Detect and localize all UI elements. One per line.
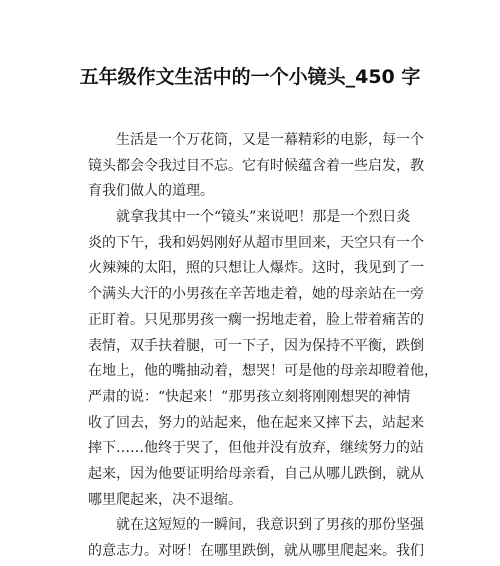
paragraph-line: 生活是一个万花筒，又是一幕精彩的电影，每一个 (116, 132, 424, 148)
paragraph-1 (88, 128, 424, 205)
paragraph-line: 起来，因为他要证明给母亲看，自己从哪儿跌倒，就从 (88, 465, 424, 482)
paragraph-line: 个满头大汗的小男孩在辛苦地走着，她的母亲站在一旁 (88, 286, 424, 303)
paragraph-line: 就在这短短的一瞬间，我意识到了男孩的那份坚强 (116, 517, 424, 534)
paragraph-3 (88, 513, 424, 564)
paragraph-line: 镜头都会令我过目不忘。它有时候蕴含着一些启发，教 (88, 157, 424, 174)
paragraph-line: 表情，双手扶着腿，可一下子，因为保持不平衡，跌倒 (88, 337, 424, 354)
paragraph-line: 就拿我其中一个“镜头”来说吧！那是一个烈日炎 (116, 209, 411, 226)
paragraph-line: 严肃的说：“快起来！”那男孩立刻将刚刚想哭的神情 (88, 388, 411, 405)
paragraph-line: 在地上，他的嘴抽动着，想哭！可是他的母亲却瞪着他， (88, 363, 438, 380)
paragraph-line: 炎的下午，我和妈妈刚好从超市里回来，天空只有一个 (88, 234, 424, 251)
document-title: 五年级作文生活中的一个小镜头_450 字 (79, 66, 421, 88)
paragraph-line: 哪里爬起来，决不退缩。 (88, 491, 242, 508)
paragraph-line: 火辣辣的太阳，照的只想让人爆炸。这时，我见到了一 (88, 260, 424, 277)
paragraph-line: 育我们做人的道理。 (88, 183, 214, 200)
document-body (88, 128, 438, 565)
paragraph-2 (88, 205, 438, 513)
paragraph-line: 正盯着。只见那男孩一瘸一拐地走着，脸上带着痛苦的 (88, 311, 424, 328)
paragraph-line: 摔下……他终于哭了，但他并没有放弃，继续努力的站 (88, 440, 424, 457)
paragraph-line: 收了回去，努力的站起来，他在起来又摔下去，站起来 (88, 414, 424, 431)
paragraph-line: 的意志力。对呀！在哪里跌倒，就从哪里爬起来。我们 (88, 543, 424, 559)
